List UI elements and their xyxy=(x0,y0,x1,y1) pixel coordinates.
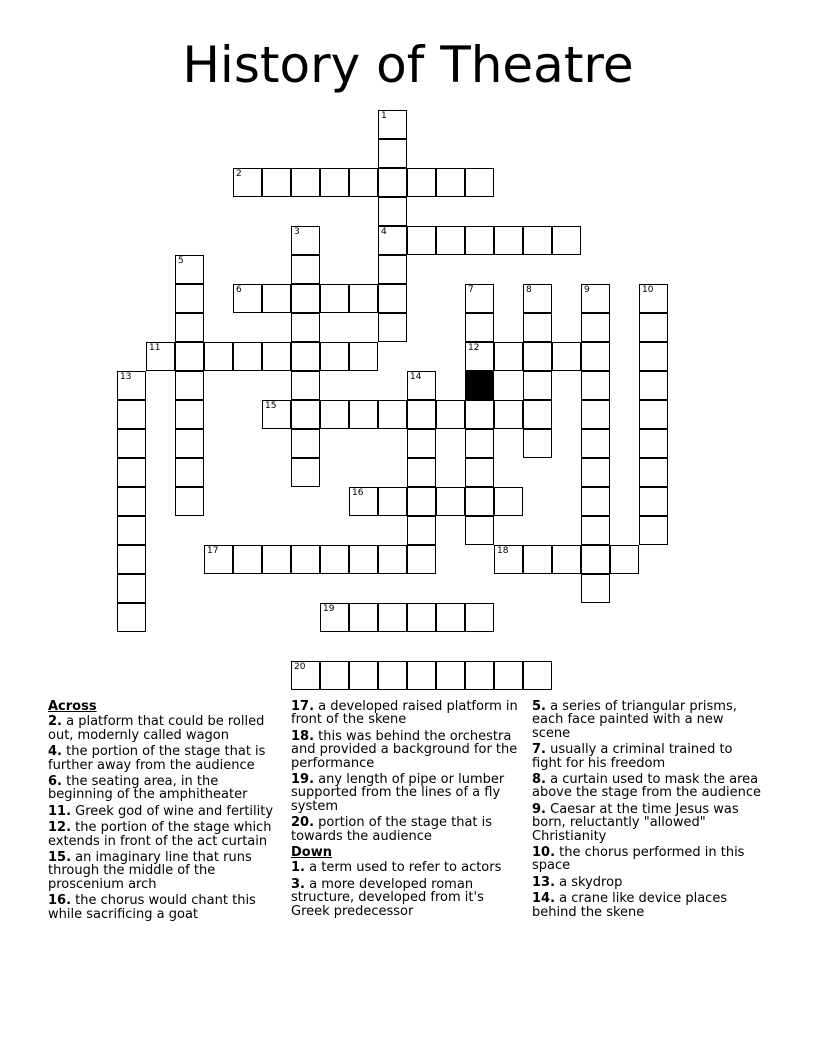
grid-cell[interactable] xyxy=(262,168,291,197)
grid-cell[interactable] xyxy=(407,545,436,574)
across-clue xyxy=(48,821,280,848)
grid-cell[interactable] xyxy=(407,487,436,516)
grid-cell[interactable] xyxy=(378,197,407,226)
grid-cell[interactable] xyxy=(523,371,552,400)
grid-cell[interactable] xyxy=(291,545,320,574)
grid-cell[interactable] xyxy=(175,342,204,371)
grid-cell[interactable] xyxy=(349,487,378,516)
clue-text: the portion of the stage that is further away from the audience xyxy=(48,744,266,773)
clue-text: the chorus would chant this while sacrificing a goat xyxy=(48,893,256,922)
clue-text: a crane like device places behind the skene xyxy=(532,891,728,920)
grid-cell[interactable] xyxy=(291,284,320,313)
grid-cell[interactable] xyxy=(639,313,668,342)
clue-number: 15. xyxy=(48,850,72,866)
grid-cell[interactable] xyxy=(175,284,204,313)
down-clue xyxy=(532,743,764,770)
clue-column-2 xyxy=(291,700,523,921)
grid-cell[interactable] xyxy=(581,574,610,603)
grid-cell[interactable] xyxy=(117,545,146,574)
grid-cell[interactable] xyxy=(494,661,523,690)
clue-number-label: 16 xyxy=(352,488,364,498)
across-clue xyxy=(48,805,280,818)
grid-cell[interactable] xyxy=(581,400,610,429)
clue-number-label: 12 xyxy=(468,343,480,353)
grid-cell[interactable] xyxy=(494,400,523,429)
down-clue xyxy=(291,878,523,918)
grid-cell[interactable] xyxy=(291,255,320,284)
grid-cell[interactable] xyxy=(407,661,436,690)
grid-cell[interactable] xyxy=(378,603,407,632)
grid-cell[interactable] xyxy=(378,400,407,429)
grid-cell[interactable] xyxy=(320,400,349,429)
grid-cell[interactable] xyxy=(523,400,552,429)
clue-text: any length of pipe or lumber supported from the lines of a fly system xyxy=(291,772,505,814)
grid-cell[interactable] xyxy=(291,313,320,342)
grid-cell[interactable] xyxy=(117,371,146,400)
grid-cell[interactable] xyxy=(465,226,494,255)
grid-cell[interactable] xyxy=(291,371,320,400)
grid-cell[interactable] xyxy=(465,342,494,371)
grid-cell[interactable] xyxy=(349,400,378,429)
clue-number-label: 7 xyxy=(468,285,474,295)
down-clue xyxy=(291,861,523,874)
clue-number: 20. xyxy=(291,815,315,831)
clue-number-label: 20 xyxy=(294,662,306,672)
clue-number: 7. xyxy=(532,742,546,758)
grid-cell[interactable] xyxy=(378,661,407,690)
grid-cell[interactable] xyxy=(378,487,407,516)
grid-cell[interactable] xyxy=(465,487,494,516)
grid-cell[interactable] xyxy=(378,226,407,255)
clue-number: 6. xyxy=(48,774,62,790)
grid-cell[interactable] xyxy=(407,516,436,545)
clue-column-3 xyxy=(532,700,764,922)
grid-cell[interactable] xyxy=(349,603,378,632)
grid-cell[interactable] xyxy=(378,110,407,139)
grid-cell[interactable] xyxy=(407,168,436,197)
clue-number: 10. xyxy=(532,845,556,861)
down-clue xyxy=(532,803,764,843)
across-heading: Across xyxy=(48,699,97,714)
grid-cell[interactable] xyxy=(552,342,581,371)
grid-cell[interactable] xyxy=(523,342,552,371)
grid-cell[interactable] xyxy=(610,545,639,574)
grid-cell[interactable] xyxy=(175,371,204,400)
grid-cell[interactable] xyxy=(494,487,523,516)
grid-cell[interactable] xyxy=(407,226,436,255)
grid-cell[interactable] xyxy=(233,168,262,197)
clue-text: the portion of the stage which extends in front of the act curtain xyxy=(48,820,272,849)
down-clue xyxy=(532,700,764,740)
clue-text: this was behind the orchestra and provided a background for the performance xyxy=(291,728,518,771)
clue-number: 13. xyxy=(532,874,556,890)
grid-cell[interactable] xyxy=(552,545,581,574)
grid-cell[interactable] xyxy=(639,516,668,545)
clue-number: 19. xyxy=(291,772,315,788)
clue-number: 1. xyxy=(291,860,305,876)
grid-cell[interactable] xyxy=(581,342,610,371)
clue-number: 4. xyxy=(48,744,62,760)
black-cell xyxy=(465,371,494,400)
grid-cell[interactable] xyxy=(117,487,146,516)
grid-cell[interactable] xyxy=(175,255,204,284)
across-clue xyxy=(48,894,280,921)
grid-cell[interactable] xyxy=(523,284,552,313)
clue-text: Greek god of wine and fertility xyxy=(75,803,274,819)
clue-text: a developed raised platform in front of the skene xyxy=(291,699,518,728)
clue-number-label: 10 xyxy=(642,285,654,295)
grid-cell[interactable] xyxy=(436,400,465,429)
grid-cell[interactable] xyxy=(581,458,610,487)
clue-number: 2. xyxy=(48,714,62,730)
grid-cell[interactable] xyxy=(175,487,204,516)
grid-cell[interactable] xyxy=(407,603,436,632)
grid-cell[interactable] xyxy=(320,661,349,690)
grid-cell[interactable] xyxy=(494,545,523,574)
grid-cell[interactable] xyxy=(523,226,552,255)
grid-cell[interactable] xyxy=(349,284,378,313)
clue-number-label: 13 xyxy=(120,372,132,382)
clue-number-label: 9 xyxy=(584,285,590,295)
across-clue xyxy=(48,851,280,891)
grid-cell[interactable] xyxy=(494,342,523,371)
grid-cell[interactable] xyxy=(436,661,465,690)
clue-text: the seating area, in the beginning of the amphitheater xyxy=(48,774,248,803)
across-clue xyxy=(48,775,280,802)
grid-cell[interactable] xyxy=(523,313,552,342)
clue-number-label: 18 xyxy=(497,546,509,556)
grid-cell[interactable] xyxy=(117,574,146,603)
grid-cell[interactable] xyxy=(262,400,291,429)
grid-cell[interactable] xyxy=(262,545,291,574)
clue-text: the chorus performed in this space xyxy=(532,845,745,874)
grid-cell[interactable] xyxy=(291,429,320,458)
clue-number: 11. xyxy=(48,803,72,819)
grid-cell[interactable] xyxy=(523,429,552,458)
across-clue xyxy=(291,773,523,813)
grid-cell[interactable] xyxy=(436,487,465,516)
clue-number: 8. xyxy=(532,772,546,788)
clue-text: a curtain used to mask the area above the stage from the audience xyxy=(532,772,761,801)
grid-cell[interactable] xyxy=(320,545,349,574)
grid-cell[interactable] xyxy=(378,313,407,342)
grid-cell[interactable] xyxy=(320,342,349,371)
grid-cell[interactable] xyxy=(436,168,465,197)
grid-cell[interactable] xyxy=(262,284,291,313)
grid-cell[interactable] xyxy=(378,545,407,574)
across-clue xyxy=(48,715,280,742)
down-clue xyxy=(532,846,764,873)
clue-number: 17. xyxy=(291,699,315,714)
grid-cell[interactable] xyxy=(552,226,581,255)
grid-cell[interactable] xyxy=(581,313,610,342)
clue-number: 3. xyxy=(291,876,305,892)
clue-text: a term used to refer to actors xyxy=(309,860,502,876)
grid-cell[interactable] xyxy=(581,284,610,313)
grid-cell[interactable] xyxy=(465,284,494,313)
grid-cell[interactable] xyxy=(175,458,204,487)
across-clue xyxy=(48,745,280,772)
grid-cell[interactable] xyxy=(233,342,262,371)
grid-cell[interactable] xyxy=(349,661,378,690)
grid-cell[interactable] xyxy=(349,342,378,371)
down-clue xyxy=(532,876,764,889)
clue-number-label: 17 xyxy=(207,546,219,556)
clue-text: a platform that could be rolled out, modernly called wagon xyxy=(48,714,265,743)
grid-cell[interactable] xyxy=(175,400,204,429)
grid-cell[interactable] xyxy=(233,545,262,574)
grid-cell[interactable] xyxy=(233,284,262,313)
grid-cell[interactable] xyxy=(465,429,494,458)
clue-number: 9. xyxy=(532,801,546,817)
grid-cell[interactable] xyxy=(639,458,668,487)
clue-column-1 xyxy=(48,700,280,924)
grid-cell[interactable] xyxy=(639,429,668,458)
down-heading: Down xyxy=(291,845,332,861)
clue-text: Caesar at the time Jesus was born, reluctantly "allowed" Christianity xyxy=(532,801,739,844)
grid-cell[interactable] xyxy=(378,168,407,197)
grid-cell[interactable] xyxy=(639,400,668,429)
clue-text: usually a criminal trained to fight for his freedom xyxy=(532,742,733,771)
clue-text: a skydrop xyxy=(559,874,623,890)
grid-cell[interactable] xyxy=(639,371,668,400)
clue-text: portion of the stage that is towards the audience xyxy=(291,815,493,844)
grid-cell[interactable] xyxy=(581,371,610,400)
grid-cell[interactable] xyxy=(465,168,494,197)
clue-number-label: 8 xyxy=(526,285,532,295)
grid-cell[interactable] xyxy=(117,458,146,487)
grid-cell[interactable] xyxy=(639,342,668,371)
grid-cell[interactable] xyxy=(320,168,349,197)
grid-cell[interactable] xyxy=(320,284,349,313)
grid-cell[interactable] xyxy=(407,458,436,487)
clue-number-label: 6 xyxy=(236,285,242,295)
clue-text: an imaginary line that runs through the middle of the proscenium arch xyxy=(48,850,252,892)
grid-cell[interactable] xyxy=(291,226,320,255)
clue-number-label: 5 xyxy=(178,256,184,266)
grid-cell[interactable] xyxy=(639,284,668,313)
clue-number: 14. xyxy=(532,891,556,907)
grid-cell[interactable] xyxy=(291,168,320,197)
grid-cell[interactable] xyxy=(204,342,233,371)
grid-cell[interactable] xyxy=(407,371,436,400)
clue-number-label: 1 xyxy=(381,111,387,121)
grid-cell[interactable] xyxy=(465,516,494,545)
grid-cell[interactable] xyxy=(175,313,204,342)
grid-cell[interactable] xyxy=(146,342,175,371)
grid-cell[interactable] xyxy=(291,661,320,690)
grid-cell[interactable] xyxy=(581,487,610,516)
grid-cell[interactable] xyxy=(465,603,494,632)
clue-number-label: 2 xyxy=(236,169,242,179)
clue-number-label: 14 xyxy=(410,372,422,382)
grid-cell[interactable] xyxy=(291,400,320,429)
clue-number: 18. xyxy=(291,728,315,744)
down-clue xyxy=(532,892,764,919)
clue-number-label: 19 xyxy=(323,604,335,614)
across-clue xyxy=(291,816,523,843)
grid-cell[interactable] xyxy=(407,400,436,429)
grid-cell[interactable] xyxy=(349,168,378,197)
grid-cell[interactable] xyxy=(117,429,146,458)
clue-number: 16. xyxy=(48,893,72,909)
clue-number-label: 11 xyxy=(149,343,161,353)
across-clue xyxy=(291,700,523,727)
grid-cell[interactable] xyxy=(523,661,552,690)
grid-cell[interactable] xyxy=(291,458,320,487)
clue-text: a more developed roman structure, developed from it's Greek predecessor xyxy=(291,876,484,919)
grid-cell[interactable] xyxy=(204,545,233,574)
clue-number: 5. xyxy=(532,699,546,714)
across-clue xyxy=(291,730,523,770)
grid-cell[interactable] xyxy=(436,603,465,632)
grid-cell[interactable] xyxy=(465,458,494,487)
grid-cell[interactable] xyxy=(639,487,668,516)
grid-cell[interactable] xyxy=(320,603,349,632)
grid-cell[interactable] xyxy=(117,603,146,632)
grid-cell[interactable] xyxy=(117,400,146,429)
clue-number-label: 15 xyxy=(265,401,277,411)
grid-cell[interactable] xyxy=(581,516,610,545)
clue-number-label: 4 xyxy=(381,227,387,237)
grid-cell[interactable] xyxy=(291,342,320,371)
clue-number-label: 3 xyxy=(294,227,300,237)
grid-cell[interactable] xyxy=(494,226,523,255)
grid-cell[interactable] xyxy=(407,429,436,458)
grid-cell[interactable] xyxy=(378,284,407,313)
grid-cell[interactable] xyxy=(117,516,146,545)
grid-cell[interactable] xyxy=(349,545,378,574)
grid-cell[interactable] xyxy=(523,545,552,574)
grid-cell[interactable] xyxy=(175,429,204,458)
page-title: History of Theatre xyxy=(182,36,634,94)
grid-cell[interactable] xyxy=(378,255,407,284)
grid-cell[interactable] xyxy=(465,400,494,429)
clue-text: a series of triangular prisms, each face painted with a new scene xyxy=(532,699,737,741)
clue-number: 12. xyxy=(48,820,72,836)
grid-cell[interactable] xyxy=(581,545,610,574)
grid-cell[interactable] xyxy=(465,661,494,690)
grid-cell[interactable] xyxy=(581,429,610,458)
grid-cell[interactable] xyxy=(262,342,291,371)
down-clue xyxy=(532,773,764,800)
grid-cell[interactable] xyxy=(436,226,465,255)
grid-cell[interactable] xyxy=(465,313,494,342)
grid-cell[interactable] xyxy=(378,139,407,168)
